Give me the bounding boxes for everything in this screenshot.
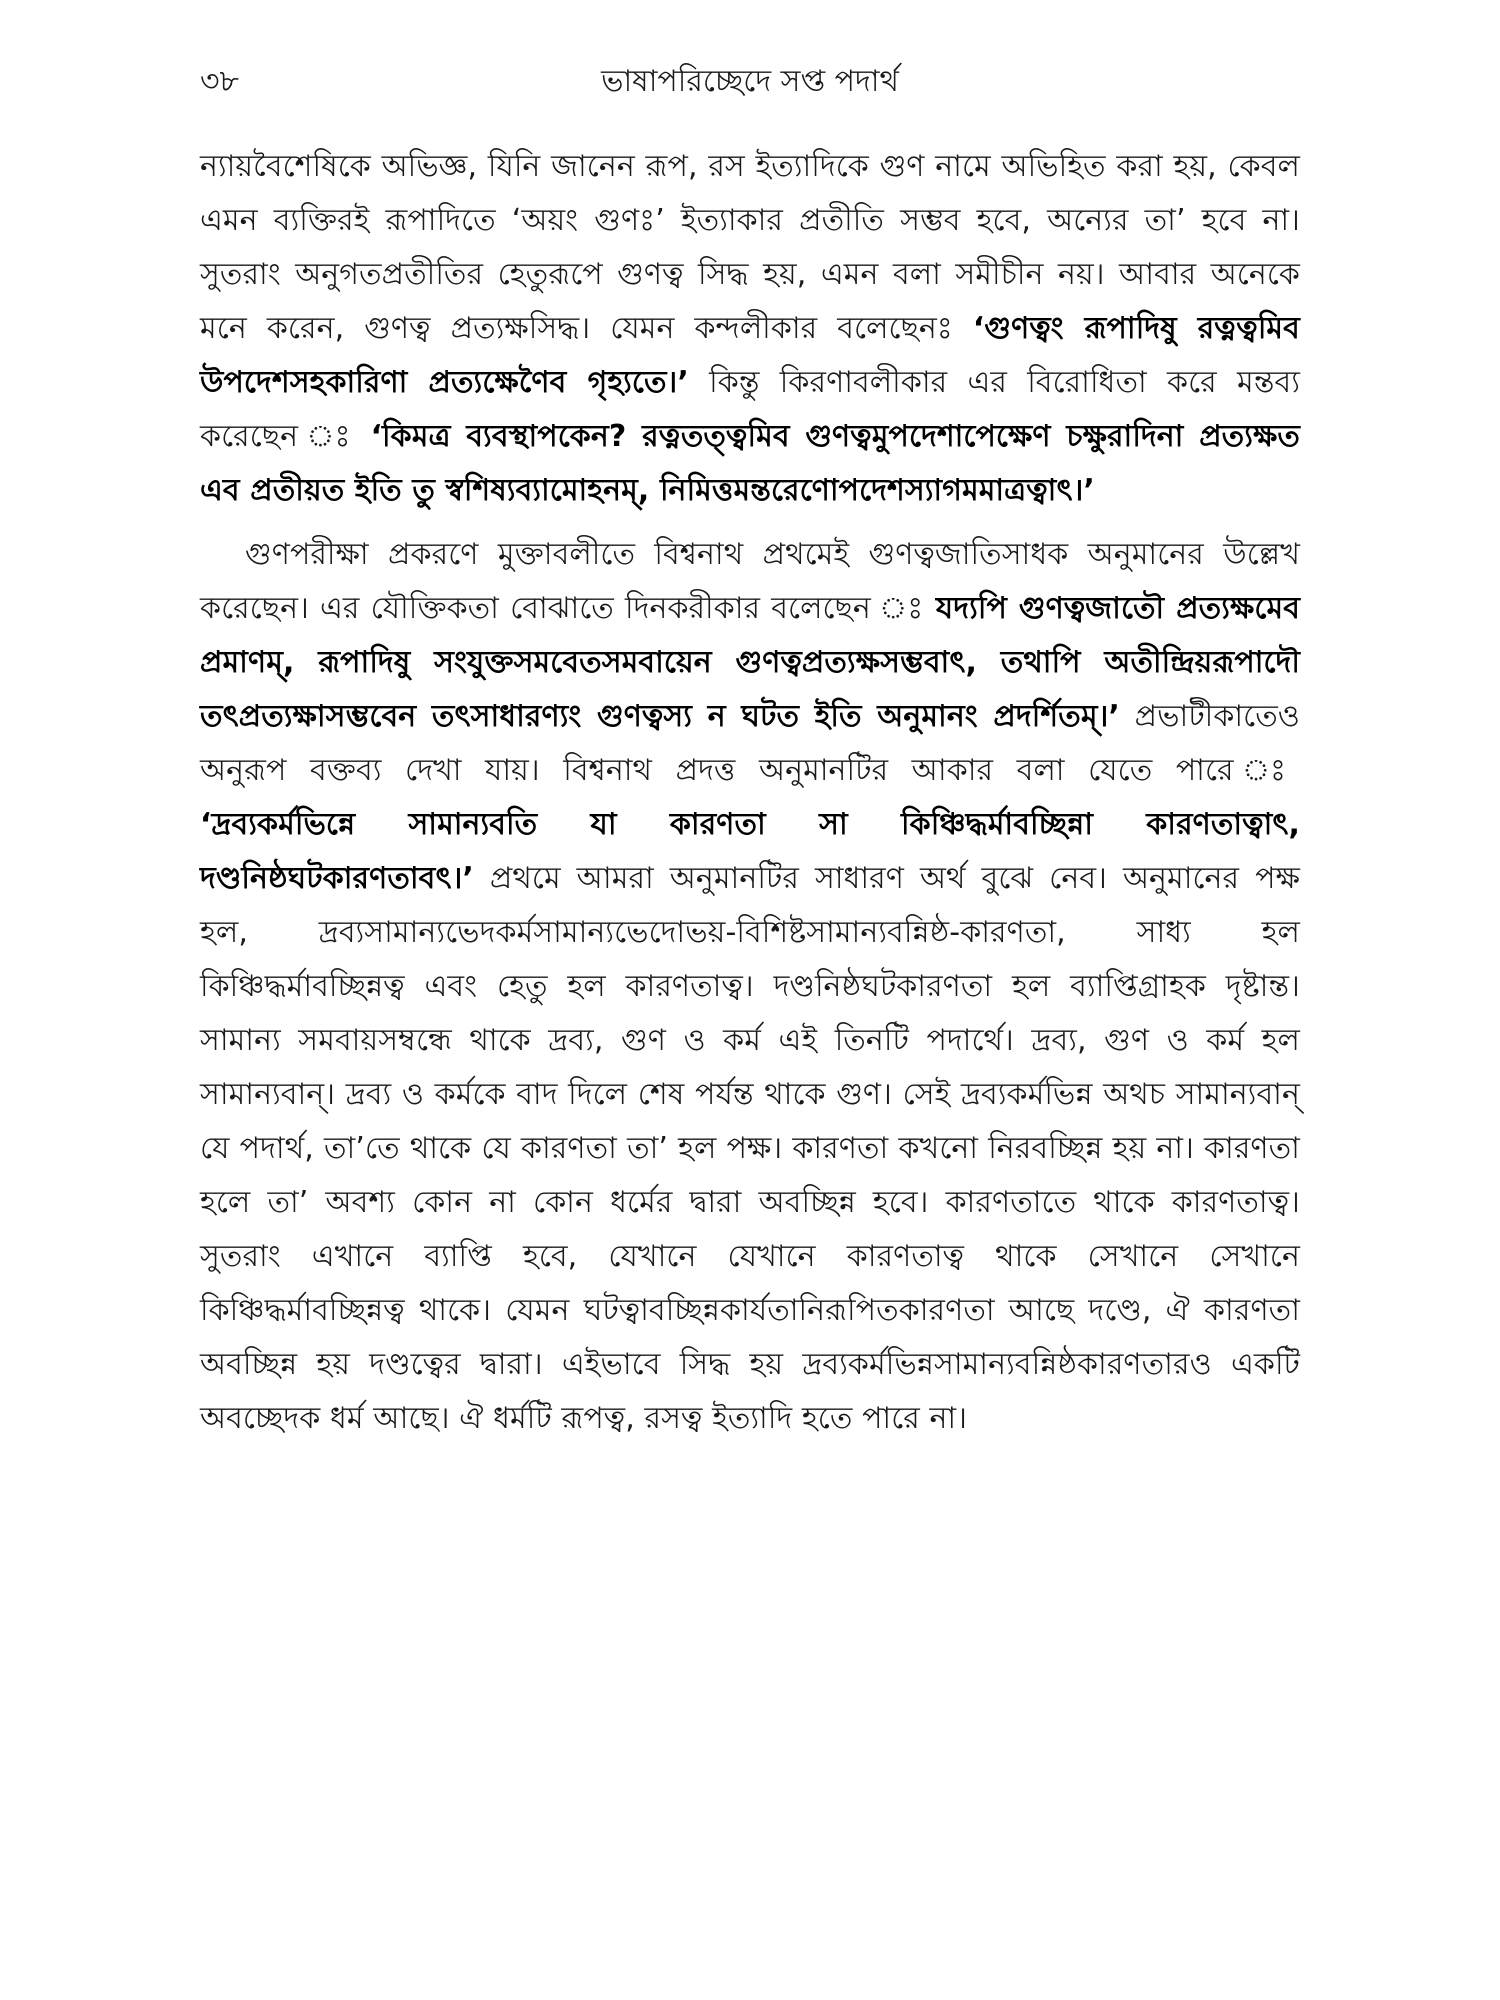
- text-segment: কিন্তু কিরণাবলীকার এর বিরোধিতা করে মন্তব্য করেছেন ঃ: [200, 365, 1300, 454]
- bold-quote-anumana: ‘দ্রব্যকর্মভিন্নে সামান্যবতি যা কারণতা সা কিঞ্চিদ্ধর্মাবচ্ছিন্না কারণতাত্বাৎ, দণ্ডনিষ্ঠঘটকারণতাবৎ।’: [200, 807, 1300, 896]
- running-title: ভাষাপরিচ্ছেদে সপ্ত পদার্থ: [601, 64, 899, 99]
- bold-quote-kiranavali: ‘কিমত্র ব্যবস্থাপকেন? রত্নতত্ত্বমিব গুণত্বমুপদেশাপেক্ষেণ চক্ষুরাদিনা প্রত্যক্ষত এব প্রতীয়ত ইতি তু স্বশিষ্যব্যামোহনম্, নিমিত্তমন্তরেণোপদেশস্যাগমমাত্রত্বাৎ।’: [200, 419, 1301, 508]
- running-head: [200, 58, 1300, 106]
- paragraph-1: [200, 140, 1300, 518]
- text-segment: গুণপরীক্ষা প্রকরণে মুক্তাবলীতে বিশ্বনাথ প্রথমেই গুণত্বজাতিসাধক অনুমানের উল্লেখ করেছেন। এর যৌক্তিকতা বোঝাতে দিনকরীকার বলেছেন ঃ: [200, 537, 1300, 626]
- bold-quote-dinakari: যদ্যপি গুণত্বজাতৌ প্রত্যক্ষমেব প্রমাণম্, রূপাদিষু সংযুক্তসমবেতসমবায়েন গুণত্বপ্রত্যক্ষসম্ভবাৎ, তথাপি অতীন্দ্রিয়রূপাদৌ তৎপ্রত্যক্ষাসম্ভবেন তৎসাধারণ্যং গুণত্বস্য ন ঘটত ইতি অনুমানং প্রদর্শিতম্।’: [200, 591, 1301, 734]
- body-text: [200, 140, 1300, 1446]
- page-number: ৩৮: [200, 64, 239, 99]
- text-segment: ন্যায়বৈশেষিকে অভিজ্ঞ, যিনি জানেন রূপ, রস ইত্যাদিকে গুণ নামে অভিহিত করা হয়, কেবল এমন ব্যক্তিরই রূপাদিতে ‘অয়ং গুণঃ’ ইত্যাকার প্রতীতি সম্ভব হবে, অন্যের তা’ হবে না। সুতরাং অনুগতপ্রতীতির হেতুরূপে গুণত্ব সিদ্ধ হয়, এমন বলা সমীচীন নয়। আবার অনেকে মনে করেন, গুণত্ব প্রত্যক্ষসিদ্ধ। যেমন কন্দলীকার বলেছেনঃ: [200, 149, 1300, 346]
- bold-quote-kandali: ‘গুণত্বং রূপাদিষু রত্নত্বমিব উপদেশসহকারিণা প্রত্যক্ষেণৈব গৃহ্যতে।’: [200, 311, 1300, 400]
- text-segment: প্রভাটীকাতেও অনুরূপ বক্তব্য দেখা যায়। বিশ্বনাথ প্রদত্ত অনুমানটির আকার বলা যেতে পারে ঃ: [200, 699, 1300, 788]
- paragraph-2: [200, 528, 1300, 1446]
- text-segment: প্রথমে আমরা অনুমানটির সাধারণ অর্থ বুঝে নেব। অনুমানের পক্ষ হল, দ্রব্যসামান্যভেদকর্মসামান্যভেদোভয়-বিশিষ্টসামান্যবন্নিষ্ঠ-কারণতা, সাধ্য হল কিঞ্চিদ্ধর্মাবচ্ছিন্নত্ব এবং হেতু হল কারণতাত্ব। দণ্ডনিষ্ঠঘটকারণতা হল ব্যাপ্তিগ্রাহক দৃষ্টান্ত। সামান্য সমবায়সম্বন্ধে থাকে দ্রব্য, গুণ ও কর্ম এই তিনটি পদার্থে। দ্রব্য, গুণ ও কর্ম হল সামান্যবান্। দ্রব্য ও কর্মকে বাদ দিলে শেষ পর্যন্ত থাকে গুণ। সেই দ্রব্যকর্মভিন্ন অথচ সামান্যবান্ যে পদার্থ, তা’তে থাকে যে কারণতা তা’ হল পক্ষ। কারণতা কখনো নিরবচ্ছিন্ন হয় না। কারণতা হলে তা’ অবশ্য কোন না কোন ধর্মের দ্বারা অবচ্ছিন্ন হবে। কারণতাতে থাকে কারণতাত্ব। সুতরাং এখানে ব্যাপ্তি হবে, যেখানে যেখানে কারণতাত্ব থাকে সেখানে সেখানে কিঞ্চিদ্ধর্মাবচ্ছিন্নত্ব থাকে। যেমন ঘটত্বাবচ্ছিন্নকার্যতানিরূপিতকারণতা আছে দণ্ডে, ঐ কারণতা অবচ্ছিন্ন হয় দণ্ডত্বের দ্বারা। এইভাবে সিদ্ধ হয় দ্রব্যকর্মভিন্নসামান্যবন্নিষ্ঠকারণতারও একটি অবচ্ছেদক ধর্ম আছে। ঐ ধর্মটি রূপত্ব, রসত্ব ইত্যাদি হতে পারে না।: [200, 861, 1300, 1436]
